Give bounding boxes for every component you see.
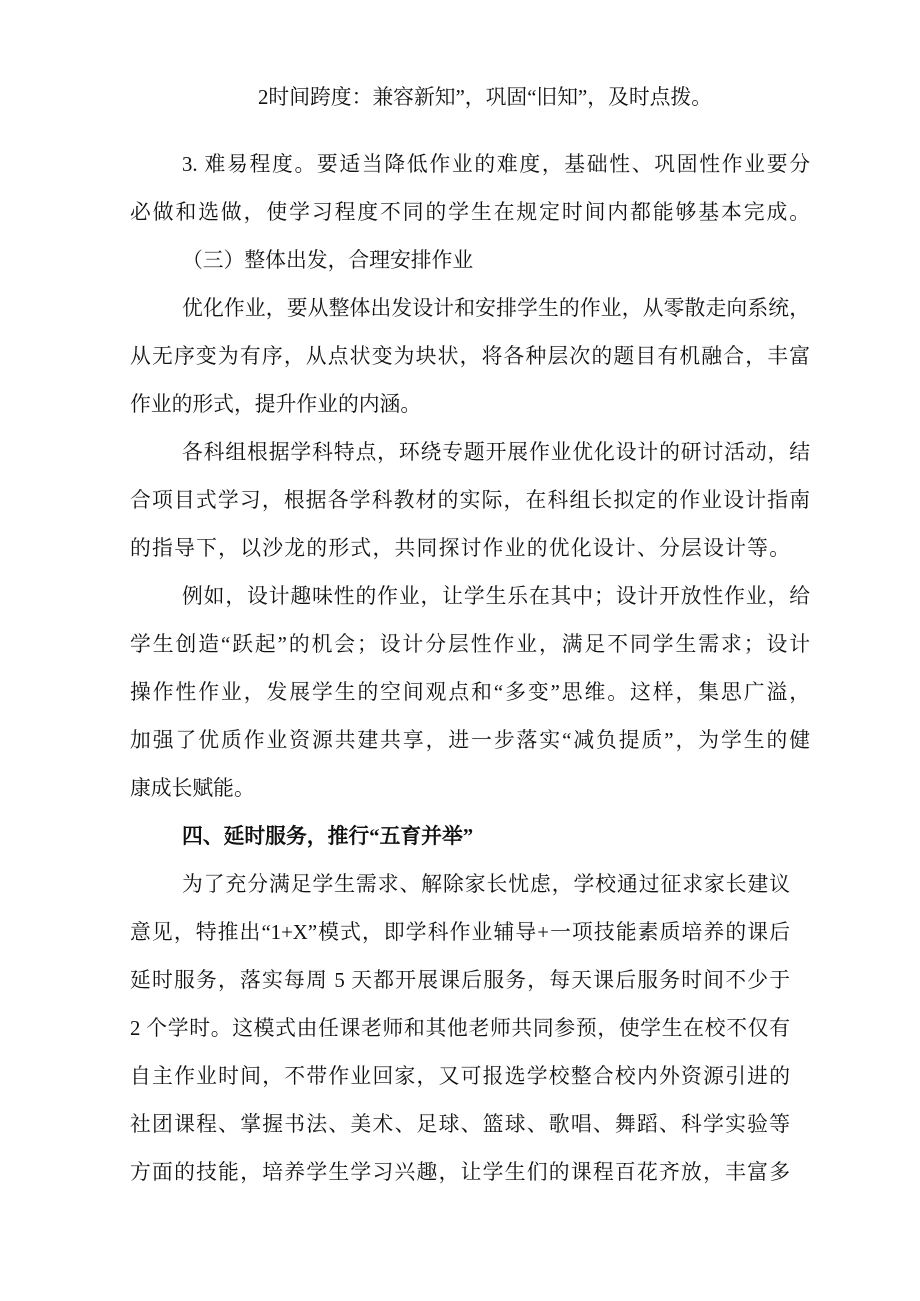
text-line: 社团课程、掌握书法、美术、足球、篮球、歌唱、舞蹈、科学实验等 (130, 1113, 790, 1136)
text-line: 优化作业，要从整体出发设计和安排学生的作业，从零散走向系统， (182, 297, 810, 320)
text-line: 合项目式学习，根据各学科教材的实际，在科组长拟定的作业设计指南 (130, 489, 810, 512)
text-line: 方面的技能，培养学生学习兴趣，让学生们的课程百花齐放，丰富多 (130, 1161, 790, 1184)
section-subheading: （三）整体出发，合理安排作业 (182, 249, 474, 272)
text-line: 作业的形式，提升作业的内涵。 (130, 393, 422, 416)
text-line: 2 个学时。这模式由任课老师和其他老师共同参预，使学生在校不仅有 (130, 1017, 790, 1040)
text-line: 各科组根据学科特点，环绕专题开展作业优化设计的研讨活动，结 (182, 441, 810, 464)
document-body (130, 74, 810, 1197)
text-line: 从无序变为有序，从点状变为块状，将各种层次的题目有机融合，丰富 (130, 345, 810, 368)
text-line: 学生创造“跃起”的机会；设计分层性作业，满足不同学生需求；设计 (130, 633, 810, 656)
text-line: 2时间跨度：兼容新知”，巩固“旧知”，及时点拨。 (258, 86, 713, 109)
point-2-time-span (130, 74, 810, 122)
paragraph-subject-groups (130, 429, 810, 573)
text-line: 意见，特推出“1+X”模式，即学科作业辅导+一项技能素质培养的课后 (130, 921, 790, 944)
text-line: 必做和选做，使学习程度不同的学生在规定时间内都能够基本完成。 (130, 201, 810, 224)
point-3-difficulty (130, 141, 810, 237)
paragraph-optimize-homework (130, 285, 810, 429)
paragraph-examples (130, 573, 810, 813)
text-line: 加强了优质作业资源共建共享，进一步落实“减负提质”，为学生的健 (130, 729, 810, 752)
text-line: 自主作业时间，不带作业回家，又可报选学校整合校内外资源引进的 (130, 1065, 790, 1088)
section-heading: 四、延时服务，推行“五育并举” (182, 825, 474, 848)
text-line: 3. 难易程度。要适当降低作业的难度，基础性、巩固性作业要分 (182, 153, 810, 176)
text-line: 康成长赋能。 (130, 777, 255, 800)
text-line: 操作性作业，发展学生的空间观点和“多变”思维。这样，集思广溢， (130, 681, 810, 704)
text-line: 的指导下，以沙龙的形式，共同探讨作业的优化设计、分层设计等。 (130, 537, 790, 560)
text-line: 延时服务，落实每周 5 天都开展课后服务，每天课后服务时间不少于 (130, 969, 790, 992)
text-line: 为了充分满足学生需求、解除家长忧虑，学校通过征求家长建议 (182, 873, 790, 896)
paragraph-after-school-service (130, 861, 810, 1197)
text-line: 例如，设计趣味性的作业，让学生乐在其中；设计开放性作业，给 (182, 585, 810, 608)
